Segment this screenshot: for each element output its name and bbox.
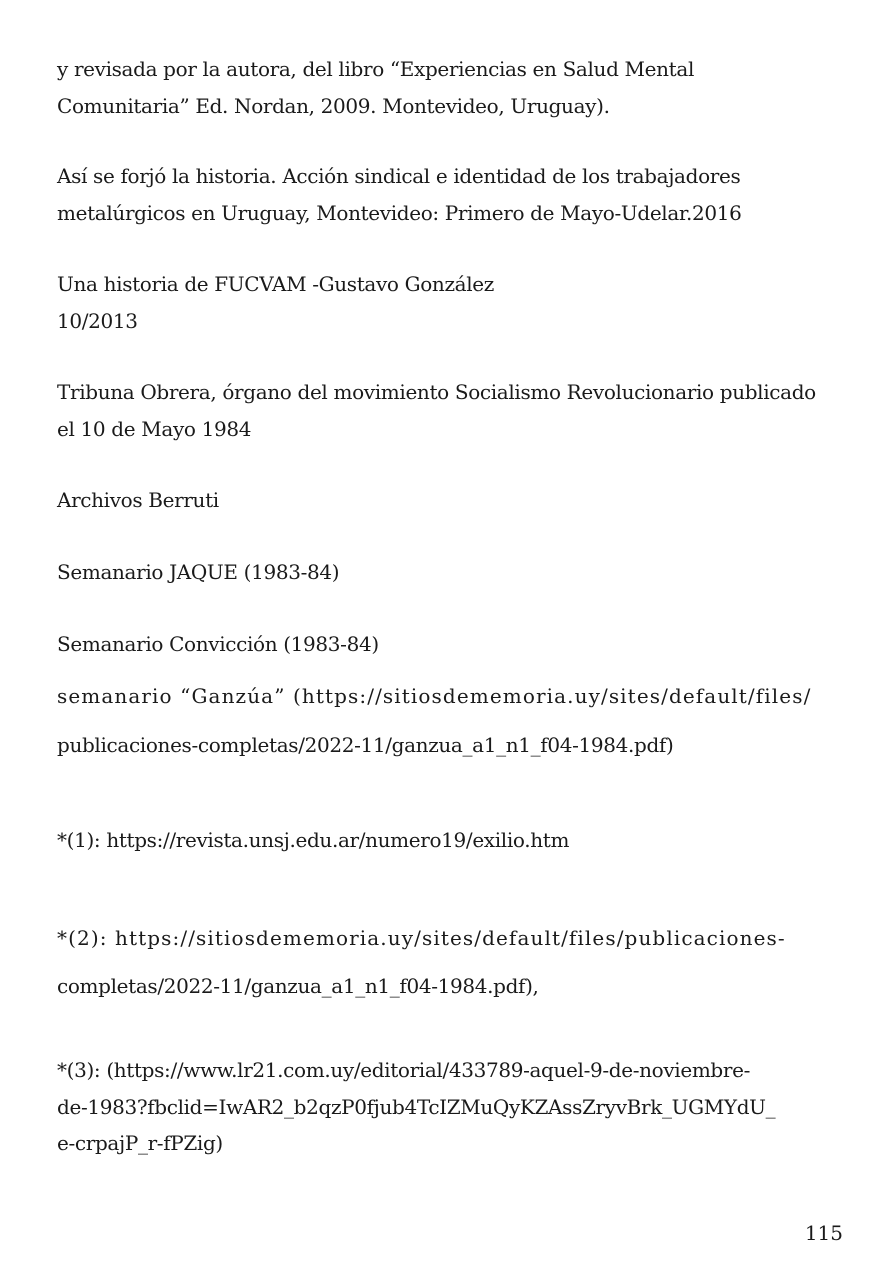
reference-line: publicaciones-completas/2022-11/ganzua_a1_n1_f04-1984.pdf) — [57, 733, 674, 757]
footnote-line: *(1): https://revista.unsj.edu.ar/numero19/exilio.htm — [57, 828, 570, 852]
footnote-line: *(3): (https://www.lr21.com.uy/editorial/433789-aquel-9-de-noviembre- — [57, 1058, 750, 1082]
reference-line: semanario “Ganzúa” (https://sitiosdememoria.uy/sites/default/files/ — [57, 684, 812, 708]
reference-line: Comunitaria” Ed. Nordan, 2009. Montevideo, Uruguay). — [57, 94, 610, 118]
reference-line: Semanario Convicción (1983-84) — [57, 632, 379, 656]
page-number: 115 — [804, 1221, 843, 1245]
footnote-line: completas/2022-11/ganzua_a1_n1_f04-1984.pdf), — [57, 974, 539, 998]
footnote-line: e-crpajP_r-fPZig) — [57, 1131, 223, 1155]
footnote-line: de-1983?fbclid=IwAR2_b2qzP0fjub4TcIZMuQyKZAssZryvBrk_UGMYdU_ — [57, 1095, 776, 1119]
reference-line: y revisada por la autora, del libro “Experiencias en Salud Mental — [57, 57, 694, 81]
reference-line: Tribuna Obrera, órgano del movimiento Socialismo Revolucionario publicado — [57, 380, 816, 404]
footnote-line: *(2): https://sitiosdememoria.uy/sites/default/files/publicaciones- — [57, 926, 786, 950]
reference-line: Archivos Berruti — [57, 488, 219, 512]
reference-line: Así se forjó la historia. Acción sindical e identidad de los trabajadores — [57, 164, 741, 188]
reference-line: el 10 de Mayo 1984 — [57, 417, 252, 441]
reference-line: Semanario JAQUE (1983-84) — [57, 560, 340, 584]
reference-line: Una historia de FUCVAM -Gustavo González — [57, 272, 494, 296]
reference-line: 10/2013 — [57, 309, 138, 333]
reference-line: metalúrgicos en Uruguay, Montevideo: Primero de Mayo-Udelar.2016 — [57, 201, 742, 225]
